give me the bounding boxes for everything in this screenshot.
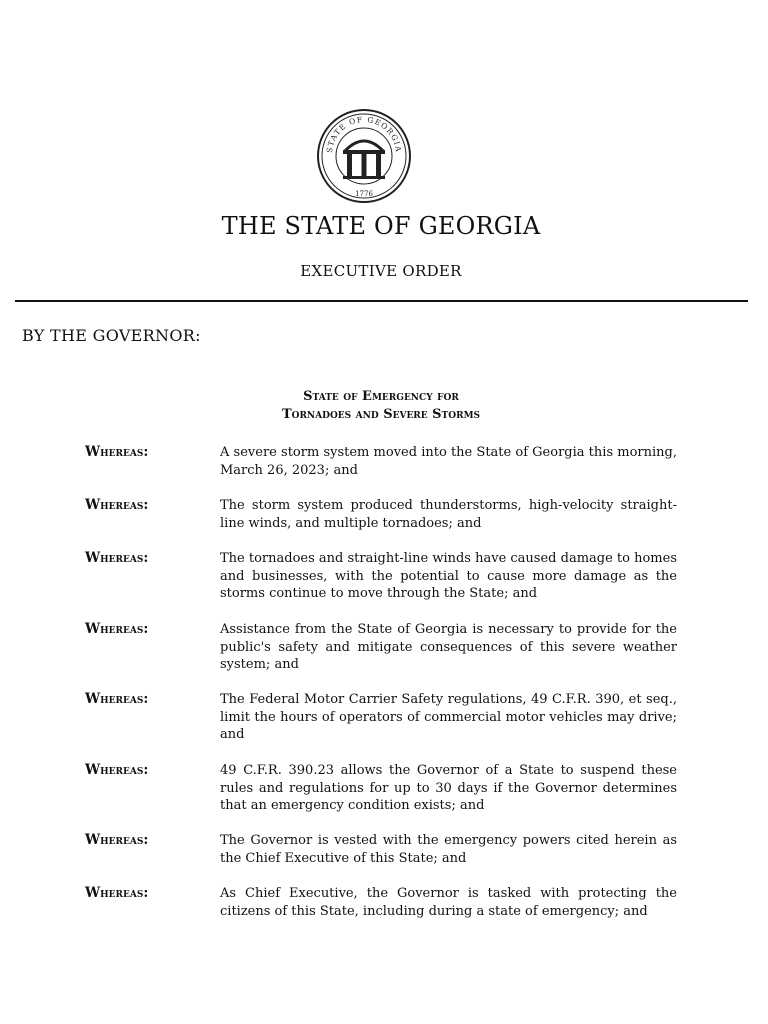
svg-text:STATE OF GEORGIA [325,115,403,153]
header-divider [15,300,748,302]
clause-text: A severe storm system moved into the State of Georgia this morning, March 26, 2023; and [220,445,677,478]
seal-year: 1776 [355,190,373,198]
clause-text: As Chief Executive, the Governor is tasked with protecting the citizens of this State, including during a state of emergency; and [220,886,677,919]
clause-text: Assistance from the State of Georgia is necessary to provide for the public's safety and mitigate consequences of this severe weather system; and [220,622,677,672]
clause-text: 49 C.F.R. 390.23 allows the Governor of a State to suspend these rules and regulations for up to 30 days if the Governor determines that an emergency condition exists; and [220,763,677,813]
document-type: EXECUTIVE ORDER [300,262,462,280]
clause-text: The Federal Motor Carrier Safety regulations, 49 C.F.R. 390, et seq., limit the hours of operators of commercial motor vehicles may drive; and [220,692,677,742]
clause-text: The Governor is vested with the emergency powers cited herein as the Chief Executive of this State; and [220,833,677,866]
order-heading [0,388,762,424]
order-heading-line1: State of Emergency for [303,389,459,404]
page-title: THE STATE OF GEORGIA [221,212,541,240]
seal-text: STATE OF GEORGIA [324,114,404,154]
clause-label: Whereas: [85,444,149,460]
clause-label: Whereas: [85,762,149,778]
order-heading-line2: Tornadoes and Severe Storms [281,407,481,422]
clause-label: Whereas: [85,621,149,637]
clause-label: Whereas: [85,832,149,848]
clause-label: Whereas: [85,691,149,707]
clause-label: Whereas: [85,550,149,566]
clause-text: The tornadoes and straight-line winds have caused damage to homes and businesses, with the potential to cause more damage as the storms continue to move through the State; and [220,551,677,601]
clause-text: The storm system produced thunderstorms, high-velocity straight-line winds, and multiple tornadoes; and [220,498,677,531]
state-seal [310,104,418,208]
clause-label: Whereas: [85,497,149,513]
by-the-governor: BY THE GOVERNOR: [22,326,201,345]
clause-label: Whereas: [85,885,149,901]
